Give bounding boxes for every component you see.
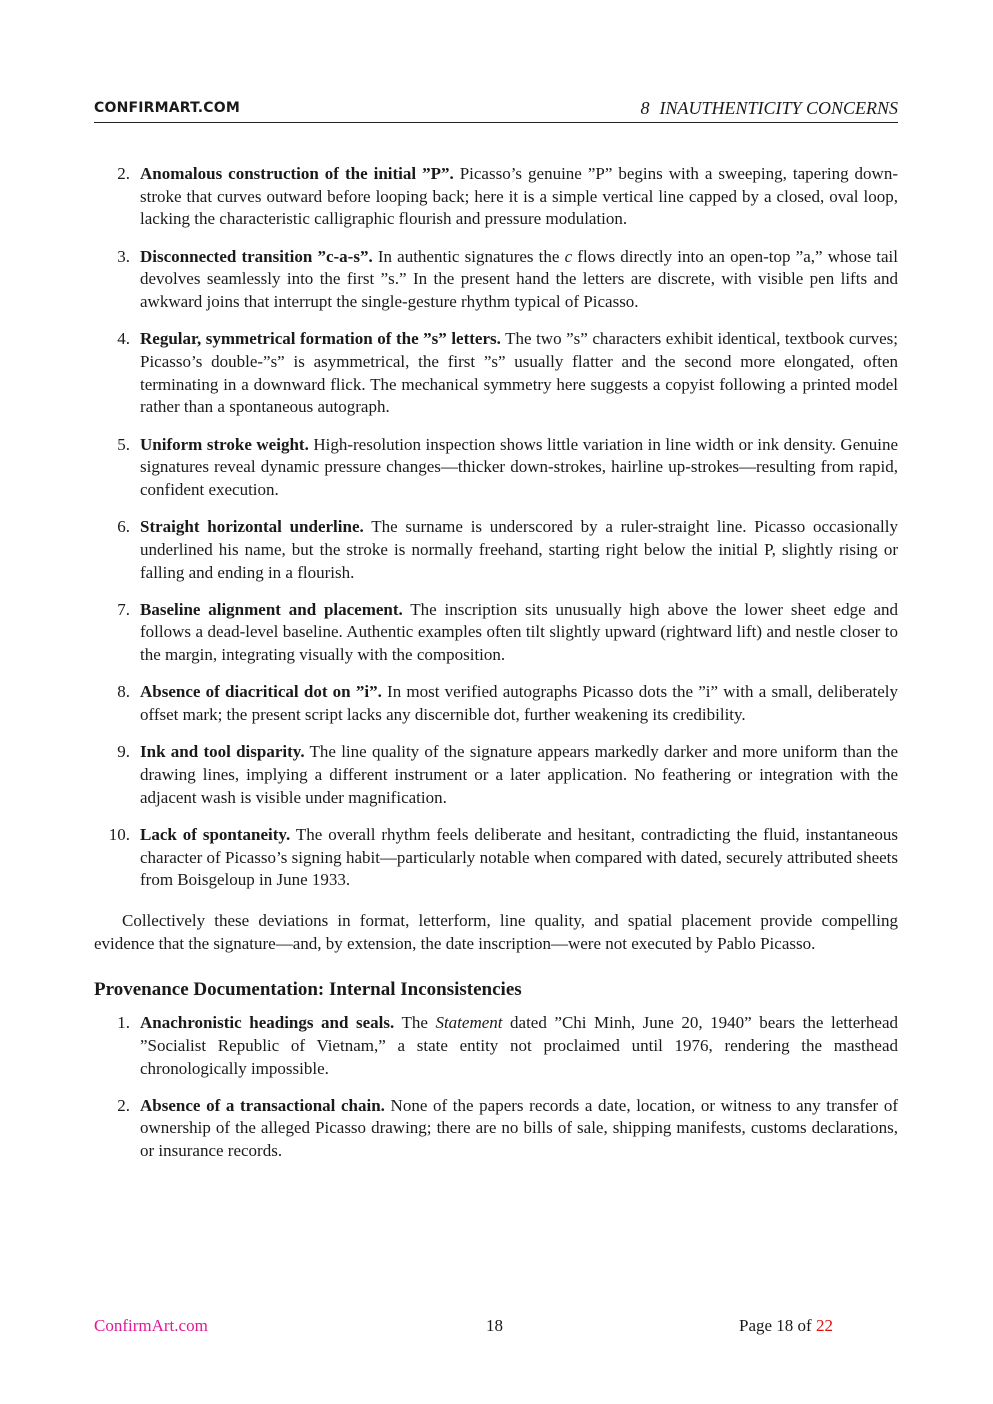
item-number: 9.	[117, 742, 130, 762]
item-title: Anachronistic headings and seals.	[140, 1013, 395, 1033]
item-text: The two ”s” characters exhibit identical, textbook curves; Picasso’s double-”s” is asymmetrical, the first ”s” usually flatter and the second more elongated, often terminating in a downward flick. The mechanical symmetry here suggests a copyist following a printed model rather than a spontaneous autograph.	[140, 329, 899, 417]
page-number: 18	[486, 1316, 503, 1335]
item-number: 10.	[108, 824, 130, 844]
list-item	[94, 741, 898, 809]
item-number: 2.	[117, 1095, 130, 1115]
page-header	[94, 96, 898, 123]
section-number: 8	[640, 98, 650, 118]
item-number: 7.	[117, 599, 130, 619]
conclusion-paragraph: Collectively these deviations in format, letterform, line quality, and spatial placement provide compelling evidence that the signature—and, by extension, the date inscription—were not executed by Pablo Picasso.	[94, 910, 898, 953]
list-item	[94, 163, 898, 231]
item-number: 8.	[117, 682, 130, 702]
list-item	[94, 599, 898, 667]
list-item	[94, 516, 898, 584]
page-count	[739, 1316, 833, 1336]
list-item	[94, 1012, 898, 1080]
item-title: Uniform stroke weight.	[140, 434, 309, 454]
signature-points-list	[94, 163, 898, 892]
provenance-list	[94, 1012, 898, 1163]
item-title: Lack of spontaneity.	[140, 824, 291, 844]
item-number: 4.	[117, 329, 130, 349]
item-title: Absence of diacritical dot on ”i”.	[140, 682, 382, 702]
item-text-emphasis: c	[564, 246, 573, 266]
list-item	[94, 681, 898, 726]
list-item	[94, 824, 898, 892]
list-item	[94, 328, 898, 419]
main-content	[94, 163, 898, 1177]
item-text: In authentic signatures the	[372, 246, 565, 266]
item-text-emphasis: Statement	[435, 1013, 503, 1033]
item-title: Straight horizontal underline.	[140, 517, 364, 537]
list-item	[94, 246, 898, 314]
item-text: The overall rhythm feels deliberate and hesitant, contradicting the fluid, instantaneous character of Picasso’s signing habit—particularly notable when compared with dated, securely attributed sheets from Boisgeloup in June 1933.	[140, 824, 898, 890]
item-text: Picasso’s genuine ”P” begins with a sweeping, tapering down-stroke that curves outward before looping back; here it is a simple vertical line capped by a closed, oval loop, lacking the characteristic calligraphic flourish and pressure modulation.	[140, 164, 898, 229]
item-number: 2.	[117, 164, 130, 183]
item-text: None of the papers records a date, location, or witness to any transfer of ownership of the alleged Picasso drawing; there are no bills of sale, shipping manifests, customs declarations, or insurance records.	[140, 1095, 898, 1161]
item-number: 5.	[117, 434, 130, 454]
item-text: The	[394, 1013, 436, 1033]
item-text: The surname is underscored by a ruler-straight line. Picasso occasionally underlined his name, but the stroke is normally freehand, starting right below the initial P, slightly rising or falling and ending in a flourish.	[140, 517, 898, 582]
item-text: The inscription sits unusually high above the lower sheet edge and follows a dead-level baseline. Authentic examples often tilt slightly upward (rightward lift) and nestle closer to the margin, integrating visually with the composition.	[140, 599, 898, 665]
site-link[interactable]: ConfirmArt.com	[94, 1316, 208, 1335]
item-number: 3.	[117, 246, 130, 266]
item-text: flows directly into an open-top ”a,” whose tail devolves seamlessly into the first ”s.” In the present hand the letters are discrete, with visible pen lifts and awkward joins that interrupt the single-gesture rhythm typical of Picasso.	[140, 246, 898, 312]
item-number: 6.	[117, 517, 130, 537]
item-text: In most verified autographs Picasso dots the ”i” with a small, deliberately offset mark; the present script lacks any discernible dot, further weakening its credibility.	[140, 682, 898, 725]
running-section-title	[640, 98, 898, 119]
item-text: The line quality of the signature appears markedly darker and more uniform than the drawing lines, implying a different instrument or a later application. No feathering or integration with the adjacent wash is visible under magnification.	[140, 742, 898, 807]
logo: CONFIRMART.COM	[94, 100, 241, 116]
provenance-heading: Provenance Documentation: Internal Inconsistencies	[94, 979, 522, 1001]
item-text: High-resolution inspection shows little variation in line width or ink density. Genuine signatures reveal dynamic pressure changes—thicker down-strokes, hairline up-strokes—resulting from rapid, confident execution.	[140, 434, 899, 499]
page-count-prefix: Page 18 of	[739, 1316, 816, 1335]
list-item	[94, 1095, 898, 1163]
item-title: Baseline alignment and placement.	[140, 599, 403, 619]
item-title: Ink and tool disparity.	[140, 742, 305, 762]
item-number: 1.	[117, 1013, 130, 1033]
item-text: dated ”Chi Minh, June 20, 1940” bears the letterhead ”Socialist Republic of Vietnam,” a state entity not proclaimed until 1976, rendering the masthead chronologically impossible.	[140, 1013, 898, 1078]
item-title: Disconnected transition ”c-a-s”.	[140, 246, 373, 266]
total-pages-link[interactable]: 22	[815, 1316, 833, 1335]
item-title: Anomalous construction of the initial ”P”.	[140, 164, 454, 183]
section-title: INAUTHENTICITY CONCERNS	[659, 98, 898, 118]
item-title: Absence of a transactional chain.	[140, 1095, 385, 1115]
item-title: Regular, symmetrical formation of the ”s” letters.	[140, 329, 501, 349]
list-item	[94, 434, 898, 502]
